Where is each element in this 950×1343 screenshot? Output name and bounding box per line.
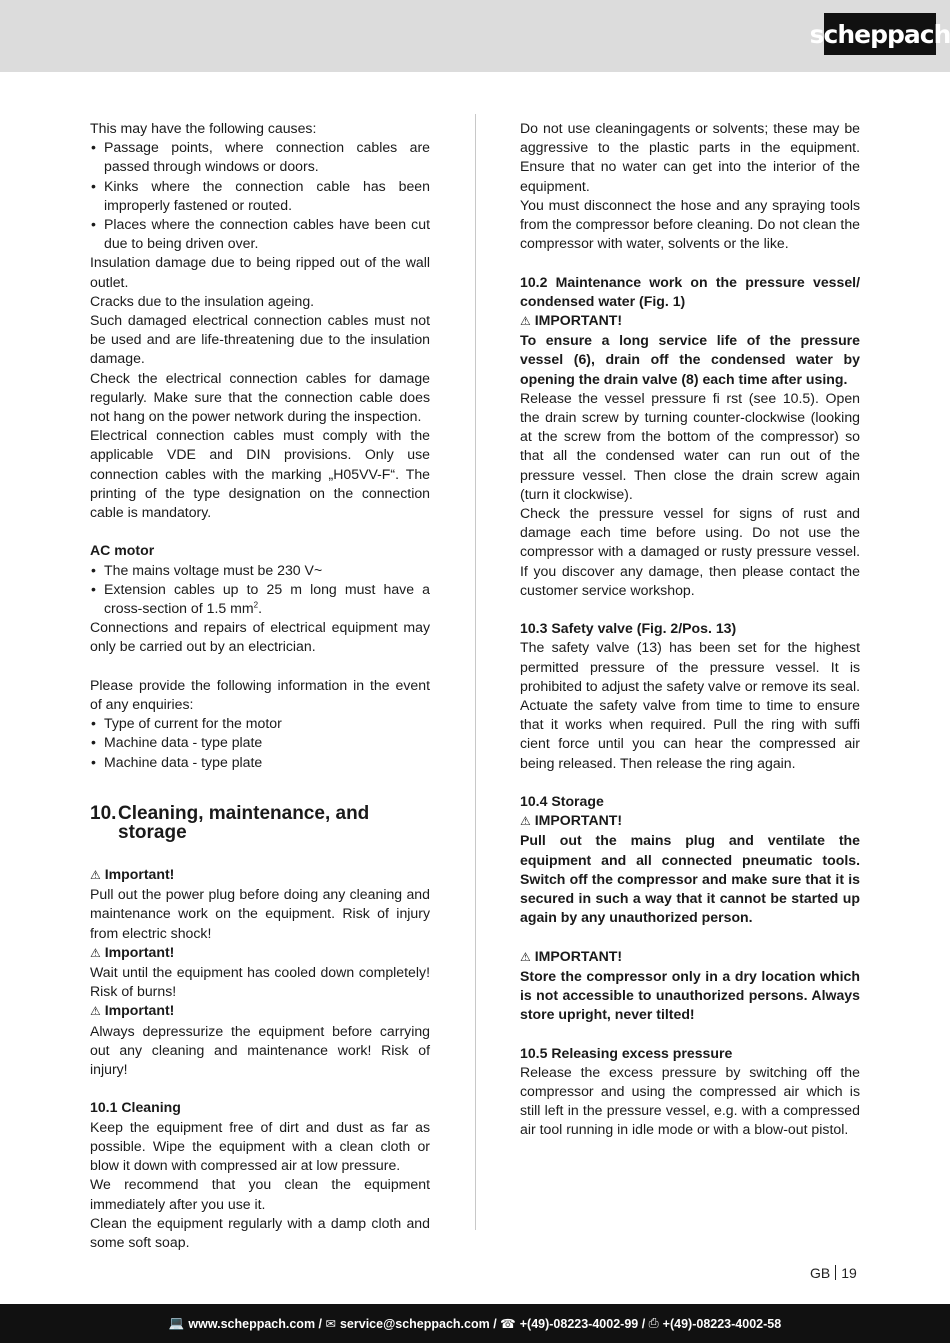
warning-text: Pull out the power plug before doing any cleaning and maintenance work on the equipment. Risk of injury from electric shock! <box>90 886 430 941</box>
header-band <box>0 0 950 72</box>
warning-heading <box>90 943 430 963</box>
page-number <box>810 1265 857 1281</box>
warning-icon: ⚠ <box>90 1004 101 1019</box>
warning-heading <box>520 947 860 967</box>
page-number-value: 19 <box>841 1265 857 1281</box>
footer-bar <box>0 1304 950 1343</box>
ac-motor-heading: AC motor <box>90 542 155 559</box>
warning-text: Always depressurize the equipment before carrying out any cleaning and maintenance work! Risk of injury! <box>90 1022 430 1078</box>
warning-label: IMPORTANT! <box>534 312 623 329</box>
maintenance-heading: 10.2 Maintenance work on the pressure vessel/ condensed water (Fig. 1) <box>520 273 860 309</box>
mail-icon: ✉ <box>325 1317 336 1331</box>
storage-heading: 10.4 Storage <box>520 793 604 810</box>
paragraph-agents: Do not use cleaningagents or solvents; these may be aggressive to the plastic parts in the equipment. Ensure that no water can get into the interior of the equipment. <box>520 120 860 194</box>
warning-heading <box>90 1001 430 1021</box>
causes-intro: This may have the following causes: <box>90 120 317 136</box>
paragraph-disconnect: You must disconnect the hose and any spraying tools from the compressor before cleaning. Do not clean the compressor with water, solvents or the like. <box>520 196 860 252</box>
paragraph-repairs: Connections and repairs of electrical equipment may only be carried out by an electrician. <box>90 619 430 655</box>
paragraph-insulation: Insulation damage due to being ripped out of the wall outlet. <box>90 254 430 290</box>
paragraph-check-cables: Check the electrical connection cables for damage regularly. Make sure that the connection cable does not hang on the power network during the inspection. <box>90 369 430 425</box>
logo-text: scheppach <box>809 19 950 49</box>
warning-label: IMPORTANT! <box>534 947 623 964</box>
ac-motor-list <box>90 561 430 619</box>
list-item: • Machine data - type plate <box>90 733 430 752</box>
paragraph-cracks: Cracks due to the insulation ageing. <box>90 292 315 309</box>
list-item: • Type of current for the motor <box>90 714 430 733</box>
warning-label: Important! <box>104 943 175 960</box>
column-divider <box>475 114 476 1230</box>
warning-heading <box>90 865 430 885</box>
paragraph-damaged-cables: Such damaged electrical connection cables must not be used and are life-threatening due to the insulation damage. <box>90 312 430 367</box>
release-pressure-heading: 10.5 Releasing excess pressure <box>520 1044 733 1061</box>
storage-warning: Store the compressor only in a dry location which is not accessible to unauthorized persons. Always store upright, never tilted! <box>520 967 860 1023</box>
warning-icon: ⚠ <box>90 868 101 883</box>
footer-website[interactable]: www.scheppach.com <box>188 1316 316 1331</box>
footer-fax: +(49)-08223-4002-58 <box>662 1316 782 1331</box>
list-item: • The mains voltage must be 230 V~ <box>90 561 430 580</box>
left-column <box>90 119 430 1252</box>
page-separator <box>835 1265 836 1280</box>
warning-heading <box>520 311 860 331</box>
list-item-text: Extension cables up to 25 m long must have a cross-section of 1.5 mm <box>104 580 430 617</box>
section-title <box>90 804 430 842</box>
footer-phone: +(49)-08223-4002-99 <box>519 1316 639 1331</box>
warning-text: Wait until the equipment has cooled down completely! Risk of burns! <box>90 964 430 1000</box>
list-item: • Passage points, where connection cables are passed through windows or doors. <box>90 138 430 176</box>
phone-icon: ☎ <box>500 1317 516 1331</box>
safety-valve-heading: 10.3 Safety valve (Fig. 2/Pos. 13) <box>520 620 737 637</box>
section-title-text: Cleaning, maintenance, and storage <box>118 802 370 843</box>
right-column <box>520 119 860 1140</box>
warning-label: Important! <box>104 1002 175 1019</box>
maintenance-paragraph: Release the vessel pressure fi rst (see 10.5). Open the drain screw by turning counter-clockwise (looking at the screw from the bottom of the compressor) so that all the condensed water can run out of the pressure vessel. Then close the drain screw again (turn it clockwise). <box>520 389 860 502</box>
footer-email[interactable]: service@scheppach.com <box>339 1316 490 1331</box>
section-number: 10. <box>90 802 117 824</box>
warning-icon: ⚠ <box>90 945 101 960</box>
warning-label: IMPORTANT! <box>534 812 623 829</box>
cleaning-paragraph: We recommend that you clean the equipment immediately after you use it. <box>90 1176 430 1212</box>
release-pressure-paragraph: Release the excess pressure by switching off the compressor and using the compressed air which is still left in the pressure vessel, e.g. with a compressed air tool running in idle mode or with a blow-out pistol. <box>520 1063 860 1138</box>
page-country: GB <box>810 1265 831 1281</box>
paragraph-enquiries: Please provide the following information in the event of any enquiries: <box>90 676 430 713</box>
warning-icon: ⚠ <box>520 314 531 329</box>
enquiry-list <box>90 714 430 772</box>
causes-list <box>90 138 430 253</box>
superscript: 2 <box>253 600 259 610</box>
warning-icon: ⚠ <box>520 949 531 964</box>
footer-separator: / <box>489 1316 501 1331</box>
warning-icon: ⚠ <box>520 814 531 829</box>
footer-separator: / <box>315 1316 326 1331</box>
paragraph-comply: Electrical connection cables must comply with the applicable VDE and DIN provisions. Only use connection cables with the marking „H05VV-F“. The printing of the type designation on the connection cable is mandatory. <box>90 427 430 521</box>
cleaning-paragraph: Keep the equipment free of dirt and dust as far as possible. Wipe the equipment with a clean cloth or blow it down with compressed air at low pressure. <box>90 1118 430 1174</box>
fax-icon: ⎙ <box>648 1316 659 1330</box>
list-item-end: . <box>258 600 262 617</box>
list-item: • Kinks where the connection cable has been improperly fastened or routed. <box>90 177 430 215</box>
brand-logo <box>809 13 950 55</box>
warning-label: Important! <box>104 866 175 883</box>
cleaning-paragraph: Clean the equipment regularly with a damp cloth and some soft soap. <box>90 1214 430 1250</box>
list-item <box>90 580 430 618</box>
warning-heading <box>520 811 860 831</box>
safety-valve-paragraph: The safety valve (13) has been set for the highest permitted pressure of the pressure vessel. It is prohibited to adjust the safety valve or remove its seal. Actuate the safety valve from time to time to ensure that it works when required. Pull the ring with suffi cient force until you can hear the compressed air being released. Then release the ring again. <box>520 639 860 771</box>
list-item: • Places where the connection cables have been cut due to being driven over. <box>90 215 430 253</box>
maintenance-paragraph: Check the pressure vessel for signs of rust and damage each time before using. Do not use the compressor with a damaged or rusty pressure vessel. If you discover any damage, then please contact the customer service workshop. <box>520 505 860 598</box>
list-item: • Machine data - type plate <box>90 753 430 772</box>
storage-warning: Pull out the mains plug and ventilate the equipment and all connected pneumatic tools. Switch off the compressor and make sure that it is secured in such a way that it cannot be started up again by any unauthorized person. <box>520 832 860 926</box>
computer-icon: 💻 <box>168 1316 185 1330</box>
footer-separator: / <box>638 1316 649 1331</box>
maintenance-warning: To ensure a long service life of the pressure vessel (6), drain off the condensed water by opening the drain valve (8) each time after using. <box>520 332 860 387</box>
cleaning-heading: 10.1 Cleaning <box>90 1099 181 1116</box>
